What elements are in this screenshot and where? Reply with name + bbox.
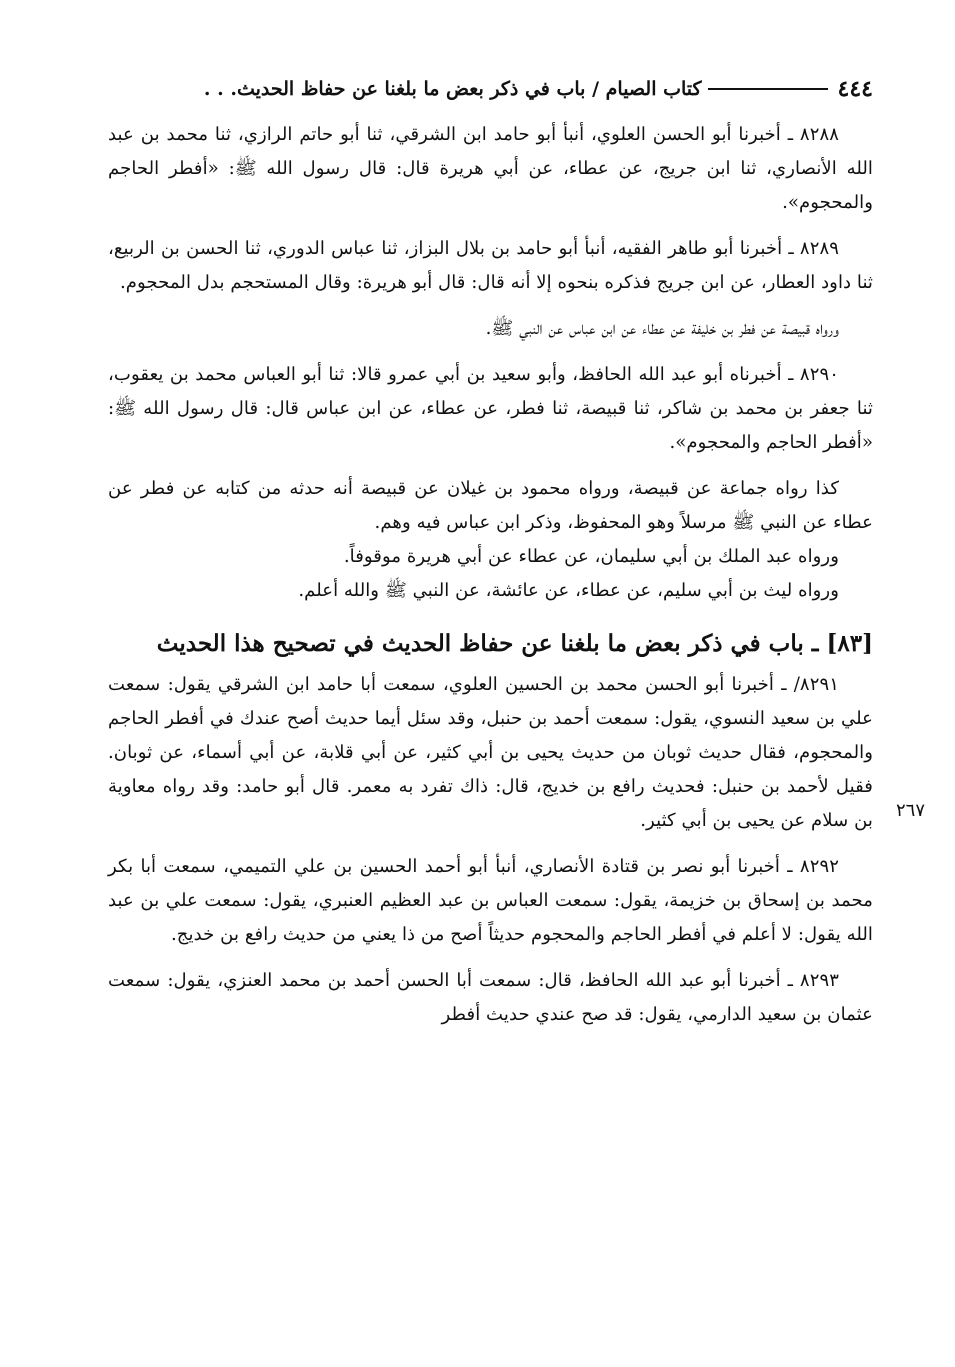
hadith-8289: ٨٢٨٩ ـ أخبرنا أبو طاهر الفقيه، أنبأ أبو حامد بن بلال البزاز، ثنا عباس الدوري، ثنا الحسن بن الربيع، ثنا داود العطار، عن ابن جريج فذكره بنحوه إلا أنه قال: قال أبو هريرة: وقال المستحجم بدل المحجوم. — [108, 238, 873, 293]
hadith-8291: ٨٢٩١/ ـ أخبرنا أبو الحسن محمد بن الحسين العلوي، سمعت أبا حامد ابن الشرقي يقول: سمعت علي بن سعيد النسوي، يقول: سمعت أحمد بن حنبل، وقد سئل أيما حديث أصح عندك في أفطر الحاجم والمحجوم، فقال حديث ثوبان من حديث يحيى بن أبي كثير، عن أبي قلابة، عن أبي أسماء، عن ثوبان. فقيل لأحمد بن حنبل: فحديث رافع بن خديج، قال: ذاك تفرد به معمر. قال أبو حامد: وقد رواه معاوية بن سلام عن يحيى بن أبي كثير. — [108, 674, 873, 831]
section-heading: [٨٣] ـ باب في ذكر بعض ما بلغنا عن حفاظ الحديث في تصحيح هذا الحديث — [156, 630, 873, 657]
page-number: ٤٤٤ — [837, 76, 873, 102]
hadith-8288: ٨٢٨٨ ـ أخبرنا أبو الحسن العلوي، أنبأ أبو حامد ابن الشرقي، ثنا أبو حاتم الرازي، ثنا محمد بن عبد الله الأنصاري، ثنا ابن جريج، عن عطاء، عن أبي هريرة قال: قال رسول الله ﷺ: «أفطر الحاجم والمحجوم». — [108, 124, 873, 213]
commentary-abdulmalik: ورواه عبد الملك بن أبي سليمان، عن عطاء عن أبي هريرة موقوفاً. — [343, 546, 839, 567]
commentary-layth: ورواه ليث بن أبي سليم، عن عطاء، عن عائشة، عن النبي ﷺ والله أعلم. — [298, 580, 839, 601]
main-text — [108, 118, 873, 1044]
commentary-qabisa: ورواه قبيصة عن فطر بن خليفة عن عطاء عن ابن عباس عن النبي ﷺ. — [485, 318, 839, 339]
header-title: كتاب الصيام / باب في ذكر بعض ما بلغنا عن حفاظ الحديث. . . — [203, 78, 702, 100]
margin-page-reference: ٢٦٧ — [896, 800, 926, 821]
header-rule — [708, 88, 828, 90]
hadith-8290: ٨٢٩٠ ـ أخبرناه أبو عبد الله الحافظ، وأبو سعيد بن أبي عمرو قالا: ثنا أبو العباس محمد بن يعقوب، ثنا جعفر بن محمد بن شاكر، ثنا قبيصة، ثنا فطر، عن عطاء، عن ابن عباس قال: قال رسول الله ﷺ: «أفطر الحاجم والمحجوم». — [108, 364, 873, 453]
running-header — [108, 70, 873, 108]
hadith-8293: ٨٢٩٣ ـ أخبرنا أبو عبد الله الحافظ، قال: سمعت أبا الحسن أحمد بن محمد العنزي، يقول: سمعت عثمان بن سعيد الدارمي، يقول: قد صح عندي حديث أفطر — [108, 970, 873, 1025]
commentary-jamaah: كذا رواه جماعة عن قبيصة، ورواه محمود بن غيلان عن قبيصة أنه حدثه من كتابه عن فطر عن عطاء عن النبي ﷺ مرسلاً وهو المحفوظ، وذكر ابن عباس فيه وهم. — [108, 478, 873, 533]
hadith-8292: ٨٢٩٢ ـ أخبرنا أبو نصر بن قتادة الأنصاري، أنبأ أبو أحمد الحسين بن علي التميمي، سمعت أبا بكر محمد بن إسحاق بن خزيمة، يقول: سمعت العباس بن عبد العظيم العنبري، يقول: سمعت علي بن عبد الله يقول: لا أعلم في أفطر الحاجم والمحجوم حديثاً أصح من ذا يعني من حديث رافع بن خديج. — [108, 856, 873, 945]
